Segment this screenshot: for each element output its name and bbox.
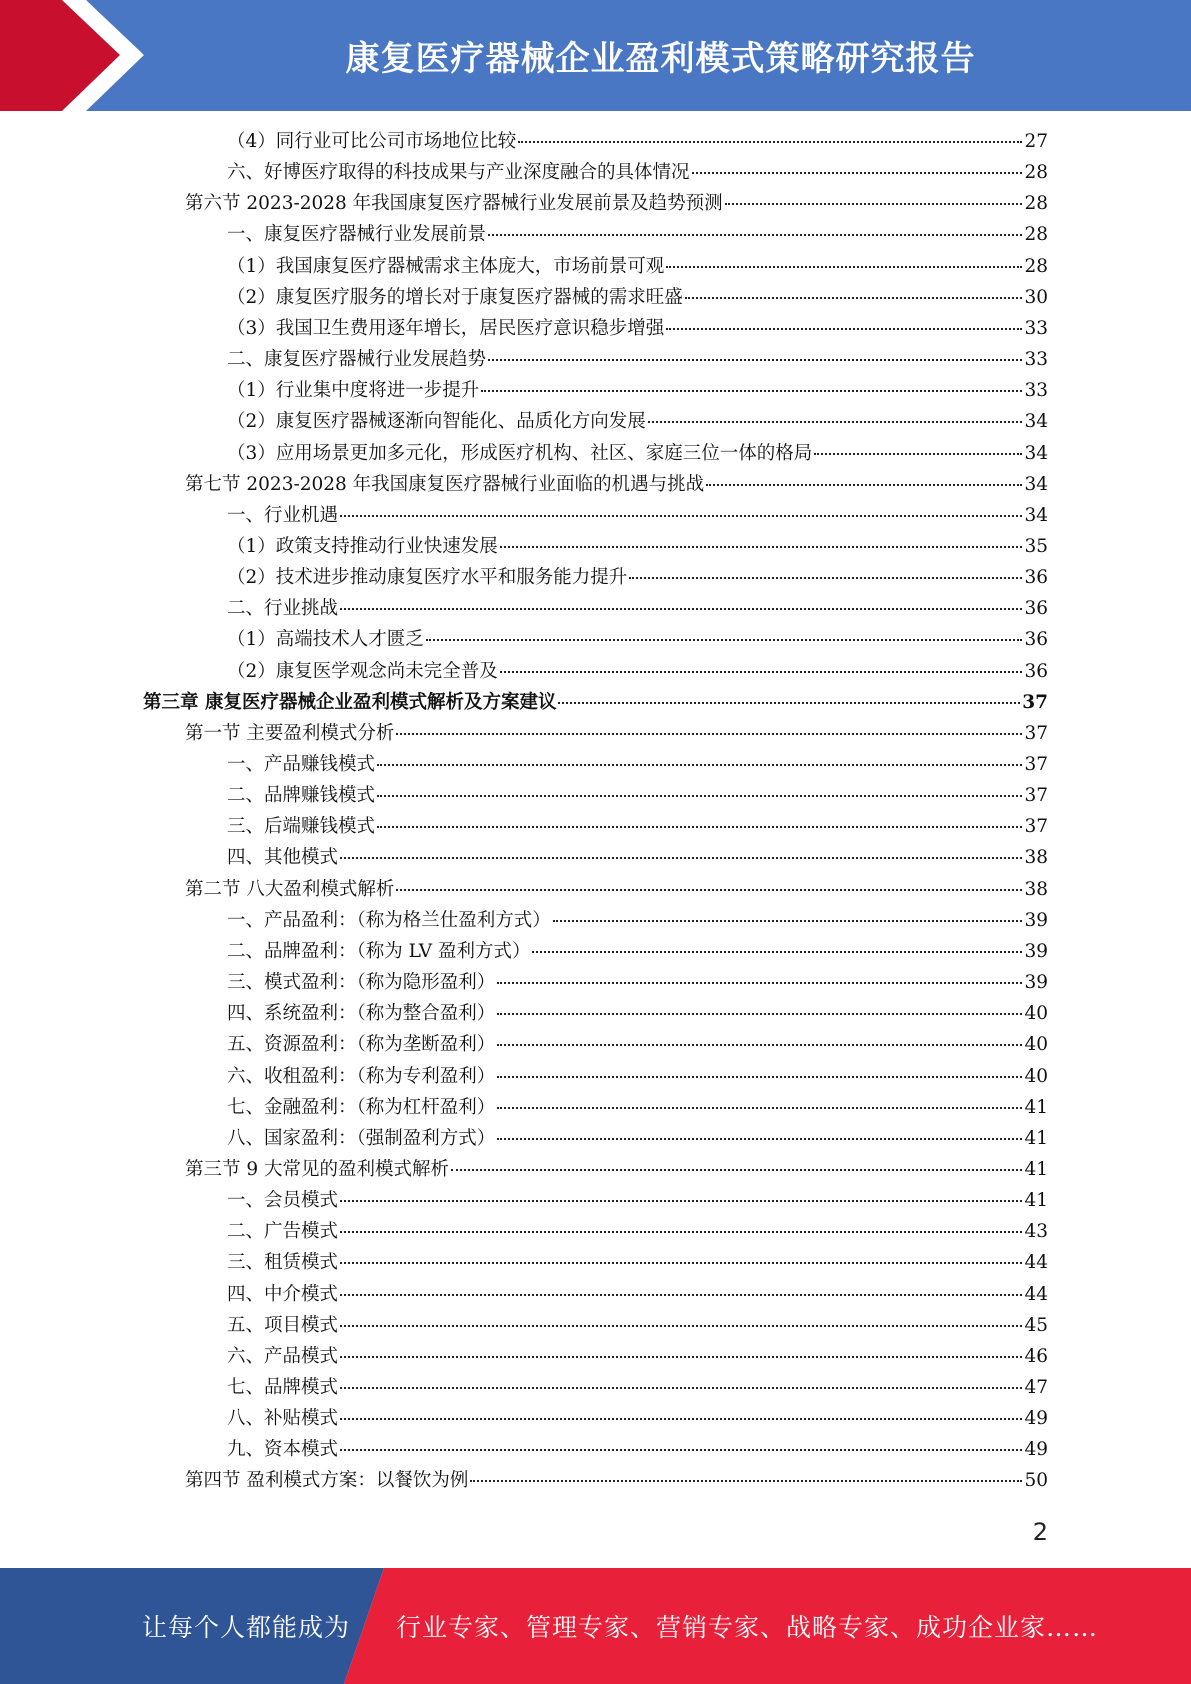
toc-dot-leader: [814, 453, 1022, 455]
toc-entry-title: 六、收租盈利：（称为专利盈利）: [227, 1065, 496, 1087]
toc-entry[interactable]: [227, 750, 1048, 781]
toc-entry-page: 45: [1024, 1314, 1048, 1336]
toc-entry-title: 第三章 康复医疗器械企业盈利模式解析及方案建议: [143, 691, 557, 713]
toc-dot-leader: [470, 1480, 1022, 1482]
toc-entry[interactable]: [227, 657, 1048, 688]
toc-entry[interactable]: [227, 283, 1048, 314]
toc-entry-page: 38: [1024, 878, 1048, 900]
toc-entry[interactable]: [185, 875, 1048, 906]
toc-dot-leader: [497, 1013, 1022, 1015]
toc-entry-page: 46: [1024, 1345, 1048, 1367]
page-number: 2: [1032, 1518, 1048, 1546]
toc-entry-page: 28: [1024, 193, 1048, 215]
toc-entry[interactable]: [227, 968, 1048, 999]
toc-dot-leader: [488, 359, 1022, 361]
toc-dot-leader: [629, 577, 1022, 579]
toc-entry-page: 34: [1024, 473, 1048, 495]
toc-entry-page: 41: [1024, 1127, 1048, 1149]
toc-entry-title: 四、其他模式: [227, 847, 339, 869]
toc-entry-page: 36: [1024, 598, 1048, 620]
toc-dot-leader: [340, 608, 1022, 610]
toc-entry-page: 44: [1024, 1283, 1048, 1305]
toc-entry-page: 33: [1024, 349, 1048, 371]
toc-entry[interactable]: [227, 812, 1048, 843]
toc-dot-leader: [685, 297, 1023, 299]
toc-entry-title: （2）康复医学观念尚未完全普及: [227, 660, 498, 682]
toc-entry[interactable]: [227, 999, 1048, 1030]
toc-entry[interactable]: [227, 1373, 1048, 1404]
toc-entry-page: 34: [1024, 411, 1048, 433]
toc-entry-page: 40: [1024, 1034, 1048, 1056]
toc-entry-title: 一、行业机遇: [227, 504, 339, 526]
toc-entry-page: 39: [1024, 940, 1048, 962]
toc-entry[interactable]: [227, 345, 1048, 376]
toc-entry-title: 五、项目模式: [227, 1314, 339, 1336]
toc-entry-title: 八、国家盈利：（强制盈利方式）: [227, 1127, 496, 1149]
toc-chapter-entry[interactable]: [143, 688, 1048, 719]
toc-dot-leader: [666, 266, 1022, 268]
toc-entry[interactable]: [227, 376, 1048, 407]
toc-entry-title: 四、系统盈利：（称为整合盈利）: [227, 1003, 496, 1025]
toc-dot-leader: [340, 1294, 1022, 1296]
toc-entry-title: 一、产品赚钱模式: [227, 754, 376, 775]
toc-dot-leader: [497, 1044, 1022, 1046]
toc-entry[interactable]: [227, 532, 1048, 563]
toc-entry-page: 49: [1024, 1408, 1048, 1430]
toc-entry[interactable]: [227, 1342, 1048, 1373]
toc-entry[interactable]: [227, 843, 1048, 874]
toc-dot-leader: [558, 702, 1020, 704]
toc-entry-title: 一、会员模式: [227, 1190, 339, 1212]
toc-entry[interactable]: [227, 158, 1048, 189]
toc-entry[interactable]: [227, 220, 1048, 251]
toc-entry-title: 第六节 2023-2028 年我国康复医疗器械行业发展前景及趋势预测: [185, 193, 723, 215]
toc-dot-leader: [666, 328, 1022, 330]
toc-entry[interactable]: [227, 1217, 1048, 1248]
toc-dot-leader: [377, 795, 1022, 797]
toc-entry-title: 三、模式盈利：（称为隐形盈利）: [227, 972, 496, 994]
toc-entry-page: 37: [1024, 722, 1048, 744]
toc-entry-page: 36: [1024, 629, 1048, 651]
toc-entry-page: 50: [1024, 1470, 1048, 1492]
toc-dot-leader: [518, 141, 1022, 143]
toc-entry[interactable]: [185, 719, 1048, 750]
toc-entry-title: （3）应用场景更加多元化，形成医疗机构、社区、家庭三位一体的格局: [227, 442, 813, 464]
toc-dot-leader: [451, 1169, 1022, 1171]
toc-entry-title: 第三节 9 大常见的盈利模式解析: [185, 1158, 450, 1180]
toc-entry-page: 44: [1024, 1252, 1048, 1274]
toc-dot-leader: [553, 920, 1023, 922]
toc-entry-title: （2）康复医疗器械逐渐向智能化、品质化方向发展: [227, 411, 646, 433]
toc-entry-title: （1）我国康复医疗器械需求主体庞大，市场前景可观: [227, 255, 665, 277]
toc-entry[interactable]: [227, 1311, 1048, 1342]
toc-dot-leader: [497, 1076, 1022, 1078]
toc-dot-leader: [340, 1449, 1022, 1451]
toc-dot-leader: [340, 515, 1022, 517]
toc-entry-page: 40: [1024, 1003, 1048, 1025]
toc-entry-page: 41: [1024, 1190, 1048, 1212]
toc-entry-title: 二、品牌盈利：（称为 LV 盈利方式）: [227, 940, 531, 962]
toc-entry-title: （1）政策支持推动行业快速发展: [227, 535, 498, 557]
toc-entry[interactable]: [185, 1155, 1048, 1186]
toc-entry[interactable]: [185, 470, 1048, 501]
toc-entry[interactable]: [227, 314, 1048, 345]
page-footer: [0, 1568, 1191, 1684]
toc-entry[interactable]: [227, 1030, 1048, 1061]
toc-entry-title: 三、租赁模式: [227, 1252, 339, 1274]
toc-entry-page: 39: [1024, 972, 1048, 994]
toc-entry-page: 36: [1024, 660, 1048, 682]
toc-dot-leader: [532, 951, 1022, 953]
toc-dot-leader: [500, 671, 1023, 673]
toc-entry-page: 34: [1024, 504, 1048, 526]
toc-entry-page: 35: [1024, 535, 1048, 557]
toc-entry[interactable]: [227, 1248, 1048, 1279]
toc-entry[interactable]: [185, 189, 1048, 220]
toc-entry-title: 六、产品模式: [227, 1345, 339, 1367]
toc-entry-page: 33: [1024, 317, 1048, 339]
toc-dot-leader: [340, 1231, 1022, 1233]
toc-entry[interactable]: [227, 625, 1048, 656]
toc-entry-title: 二、行业挑战: [227, 598, 339, 620]
toc-entry[interactable]: [227, 1186, 1048, 1217]
toc-entry-page: 37: [1024, 754, 1048, 775]
toc-dot-leader: [396, 733, 1022, 735]
toc-entry-page: 28: [1024, 224, 1048, 246]
toc-entry[interactable]: [227, 906, 1048, 937]
toc-dot-leader: [725, 203, 1023, 205]
toc-entry[interactable]: [227, 407, 1048, 438]
toc-entry-page: 33: [1024, 380, 1048, 402]
toc-dot-leader: [340, 1200, 1022, 1202]
toc-entry-title: 第一节 主要盈利模式分析: [185, 722, 395, 744]
toc-entry[interactable]: [227, 501, 1048, 532]
toc-dot-leader: [500, 546, 1023, 548]
toc-entry-title: 第四节 盈利模式方案：以餐饮为例: [185, 1470, 469, 1492]
toc-entry-title: 第二节 八大盈利模式解析: [185, 878, 395, 900]
toc-entry-title: （2）康复医疗服务的增长对于康复医疗器械的需求旺盛: [227, 286, 683, 308]
toc-entry-title: 七、金融盈利：（称为杠杆盈利）: [227, 1096, 496, 1118]
toc-entry-page: 30: [1024, 286, 1048, 308]
toc-entry-title: （4）同行业可比公司市场地位比较: [227, 131, 517, 152]
toc-dot-leader: [481, 390, 1022, 392]
toc-entry-page: 37: [1024, 816, 1048, 838]
toc-entry[interactable]: [227, 439, 1048, 470]
toc-entry[interactable]: [227, 1404, 1048, 1435]
report-title: 康复医疗器械企业盈利模式策略研究报告: [345, 39, 976, 79]
toc-entry-title: （2）技术进步推动康复医疗水平和服务能力提升: [227, 567, 628, 589]
toc-dot-leader: [340, 1325, 1022, 1327]
toc-entry-title: 四、中介模式: [227, 1283, 339, 1305]
header-arrow-graphic: [0, 0, 160, 111]
toc-entry-page: 38: [1024, 847, 1048, 869]
toc-entry-title: （1）行业集中度将进一步提升: [227, 380, 480, 402]
toc-dot-leader: [377, 764, 1022, 766]
toc-dot-leader: [497, 982, 1022, 984]
toc-entry-title: 第七节 2023-2028 年我国康复医疗器械行业面临的机遇与挑战: [185, 473, 705, 495]
toc-entry[interactable]: [227, 594, 1048, 625]
toc-entry-title: 九、资本模式: [227, 1439, 339, 1461]
toc-entry-title: 二、品牌赚钱模式: [227, 785, 376, 807]
toc-entry-page: 28: [1024, 162, 1048, 184]
toc-dot-leader: [426, 639, 1023, 641]
toc-entry[interactable]: [227, 252, 1048, 283]
toc-entry-page: 36: [1024, 567, 1048, 589]
toc-entry[interactable]: [227, 781, 1048, 812]
toc-entry[interactable]: [227, 563, 1048, 594]
toc-entry-title: 六、好博医疗取得的科技成果与产业深度融合的具体情况: [227, 162, 690, 184]
toc-entry[interactable]: [227, 1062, 1048, 1093]
toc-entry[interactable]: [227, 127, 1048, 158]
toc-entry-title: （1）高端技术人才匮乏: [227, 629, 424, 651]
toc-entry-page: 41: [1024, 1096, 1048, 1118]
toc-entry-page: 43: [1024, 1221, 1048, 1243]
toc-entry-page: 49: [1024, 1439, 1048, 1461]
toc-entry-page: 41: [1024, 1158, 1048, 1180]
toc-entry[interactable]: [227, 1093, 1048, 1124]
toc-entry-page: 34: [1024, 442, 1048, 464]
toc-entry-title: 五、资源盈利：（称为垄断盈利）: [227, 1034, 496, 1056]
toc-dot-leader: [497, 1107, 1022, 1109]
toc-entry-title: 一、康复医疗器械行业发展前景: [227, 224, 487, 246]
toc-entry-page: 37: [1024, 785, 1048, 807]
toc-entry-title: 一、产品盈利：（称为格兰仕盈利方式）: [227, 909, 551, 931]
toc-entry-title: 二、广告模式: [227, 1221, 339, 1243]
toc-dot-leader: [692, 172, 1023, 174]
toc-entry[interactable]: [227, 1435, 1048, 1466]
toc-entry[interactable]: [185, 1466, 1048, 1497]
toc-dot-leader: [340, 1356, 1022, 1358]
toc-entry-title: 三、后端赚钱模式: [227, 816, 376, 838]
toc-entry-page: 28: [1024, 255, 1048, 277]
toc-entry-title: （3）我国卫生费用逐年增长，居民医疗意识稳步增强: [227, 317, 665, 339]
toc-entry-page: 39: [1024, 909, 1048, 931]
toc-dot-leader: [497, 1138, 1022, 1140]
toc-entry-page: 47: [1024, 1377, 1048, 1398]
toc-entry[interactable]: [227, 1124, 1048, 1155]
toc-dot-leader: [340, 1262, 1022, 1264]
toc-entry-page: 27: [1024, 131, 1048, 152]
footer-slogan-left: 让每个人都能成为: [142, 1613, 351, 1642]
toc-entry-page: 40: [1024, 1065, 1048, 1087]
toc-entry-title: 七、品牌模式: [227, 1377, 339, 1398]
toc-entry-page: 37: [1022, 691, 1048, 713]
toc-dot-leader: [488, 234, 1022, 236]
toc-dot-leader: [340, 1387, 1022, 1389]
toc-entry-title: 八、补贴模式: [227, 1408, 339, 1430]
toc-entry[interactable]: [227, 937, 1048, 968]
toc-dot-leader: [340, 1418, 1022, 1420]
page-header: [0, 0, 1191, 111]
toc-dot-leader: [377, 826, 1022, 828]
toc-dot-leader: [706, 484, 1022, 486]
toc-dot-leader: [396, 889, 1022, 891]
footer-slogan-right: 行业专家、管理专家、营销专家、战略专家、成功企业家……: [396, 1613, 1099, 1642]
toc-entry[interactable]: [227, 1280, 1048, 1311]
toc-dot-leader: [648, 421, 1023, 423]
toc-dot-leader: [340, 857, 1022, 859]
toc-entry-title: 二、康复医疗器械行业发展趋势: [227, 349, 487, 371]
